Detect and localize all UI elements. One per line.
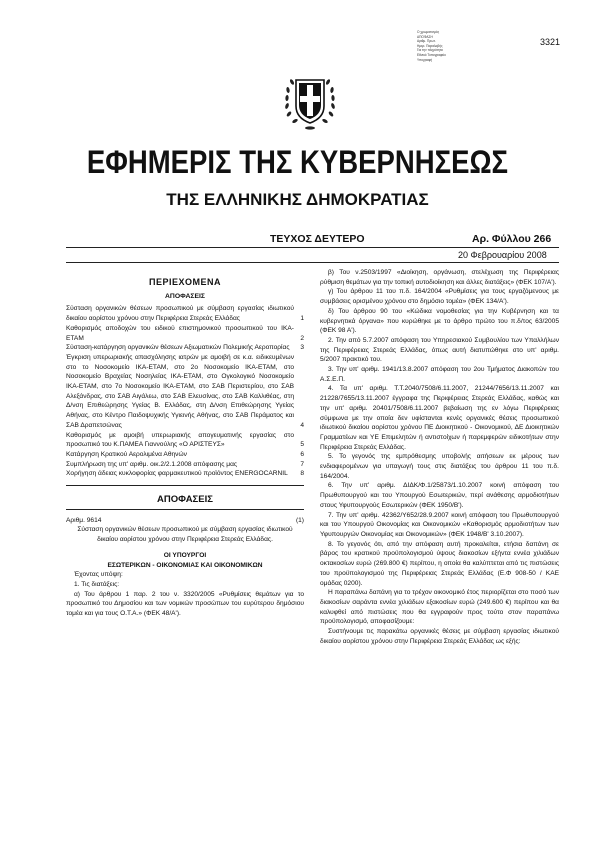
toc-entry-text: Σύσταση οργανικών θέσεων προσωπικού με σύμβαση εργασίας ιδιωτικού δικαίου αορίστου χρόνου στην Περιφέρεια Στερεάς Ελλάδας (66, 305, 294, 323)
toc-entry-page: 1 (300, 315, 304, 323)
paragraph: Συστήνουμε τις παρακάτω οργανικές θέσεις με σύμβαση εργασίας ιδιωτικού δικαίου αορίστου χρόνου στην Περιφέρεια Στερεάς Ελλάδας ως εξής: (320, 628, 559, 645)
paragraph: 6. Την υπ' αριθμ. ΔΙΔΚ/Φ.1/25873/1.10.2007 κοινή απόφαση του Πρωθυπουργού και του Υπουργού Εσωτερικών, περί ανάθεσης αρμοδιοτήτων στους Υφυπουργούς Εσωτερικών (ΦΕΚ 1950/Β'). (320, 482, 559, 509)
sheet-label: Αρ. Φύλλου (472, 233, 531, 245)
header-rule (66, 247, 559, 248)
toc-entry (66, 324, 304, 343)
decision-index: (1) (295, 516, 304, 524)
paragraph: 5. Το γεγονός της εμπρόθεσμης υποβολής αιτήσεων εκ μέρους των ενδιαφερομένων για υπαγωγή τους στις διατάξεις του άρθρου 11 του π.δ. 164/2004. (320, 453, 559, 480)
stamp-line: Ο χρωματισμός (417, 30, 440, 34)
toc-heading: ΠΕΡΙΕΧΟΜΕΝΑ (148, 277, 221, 287)
paragraph: 4. Τα υπ' αριθμ. Τ.Τ.2040/7508/6.11.2007, 21244/7656/13.11.2007 και 21228/7655/13.11.2007 έγγραφα της Περιφέρειας Στερεάς Ελλάδας, καθώς και την υπ' αριθμ. 20401/7508/6.11.2007 βεβαίωση της εν λόγω Περιφέρειας σύμφωνα με την οποία δεν υφίστανται κενές οργανικές θέσεις προσωπικού ιδιωτικού δικαίου αορίστου χρόνου ΠΕ Διοικητικού - Οικονομικού, ΔΕ Διοικητικών Γραμματέων και ΥΕ Επιμελητών ή αντιστοίχων ή παρεμφερών ειδικοτήτων στην Περιφέρεια Στερεάς Ελλάδας. (320, 385, 559, 451)
stamp-line: Για την πληρότητα (417, 48, 443, 53)
stamp-line: Υπογραφή (417, 57, 433, 62)
paragraph: Έχοντας υπόψη: (74, 571, 123, 579)
page-number: 3321 (540, 37, 561, 47)
decision-number: Αριθμ. 9614 (66, 516, 102, 524)
stamp-line: Αριθμ. Πρωτ. (417, 39, 436, 44)
toc-entry-text: Κατάργηση Κρατικού Αερολιμένα Αθηνών (66, 450, 187, 458)
toc-divider (66, 485, 304, 486)
paragraph: α) Του άρθρου 1 παρ. 2 του ν. 3320/2005 «Ρυθμίσεις θεμάτων για το προσωπικό του Δημοσίου και των νομικών προσώπων του ευρύτερου δημόσιου τομέα και για τους Ο.Τ.Α.» (ΦΕΚ 48/Α'). (66, 590, 304, 618)
greek-coat-of-arms-emblem (281, 68, 339, 132)
paragraph: γ) Του άρθρου 11 του π.δ. 164/2004 «Ρυθμίσεις για τους εργαζόμενους με συμβάσεις ορισμένου χρόνου στο δημόσιο τομέα» (ΦΕΚ 134/Α'). (320, 288, 559, 306)
paragraph: β) Του ν.2503/1997 «Διοίκηση, οργάνωση, στελέχωση της Περιφέρειας ρύθμιση θεμάτων για την τοπική αυτοδιοίκηση και άλλες διατάξεις» (ΦΕΚ 107/Α'). (320, 269, 559, 286)
toc-entry (66, 304, 304, 323)
paragraph: 8. Το γεγονός ότι, από την απόφαση αυτή προκαλείται, ετήσια δαπάνη σε βάρος του κρατικού προϋπολογισμού ύψους διακοσίων εξήντα εννέα χιλιάδων οκτακοσίων ευρώ (269.800 €) περίπου, η οποία θα καλύπτεται από τις πιστώσεις του προϋπολογισμού της Περιφέρειας Στερεάς Ελλάδας (Ε.Φ 908-50 / ΚΑΕ ομάδας 0200). (320, 540, 559, 587)
toc-entry-page: 4 (300, 421, 304, 429)
section-heading: ΑΠΟΦΑΣΕΙΣ (157, 494, 213, 506)
date-rule (66, 262, 559, 263)
toc-entry-page: 3 (300, 344, 304, 352)
issue-label: ΤΕΥΧΟΣ ΔΕΥΤΕΡΟ (270, 233, 365, 245)
paragraph: 3. Την υπ' αριθμ. 1941/13.8.2007 απόφαση του 2ου Τμήματος Διακοπών του Α.Σ.Ε.Π. (320, 366, 559, 383)
ministries-heading: ΕΣΩΤΕΡΙΚΩΝ - ΟΙΚΟΝΟΜΙΑΣ ΚΑΙ ΟΙΚΟΝΟΜΙΚΩΝ (107, 561, 263, 569)
toc-entry (66, 353, 304, 431)
toc-entry (66, 431, 304, 450)
paragraph: Η παραπάνω δαπάνη για το τρέχον οικονομικό έτος περιορίζεται στο ποσό των διακοσίων σαράντα εννέα χιλιάδων εξακοσίων ευρώ (249.600 €) περίπου και θα καλυφθεί από πιστώσεις που θα εγγραφούν προς τούτο στον παραπάνω προϋπολογισμό, αποφασίζουμε: (320, 589, 559, 626)
toc-entry-page: 6 (300, 450, 304, 458)
toc-entry-page: 5 (300, 441, 304, 449)
stamp-line: Εθνικό Τυπογραφείο (417, 52, 446, 57)
right-column (320, 268, 559, 646)
stamp-line: ΑΠΟΦΑΣΗ (417, 34, 433, 39)
gazette-title: ΕΦΗΜΕΡΙΣ ΤΗΣ ΚΥΒΕΡΝΗΣΕΩΣ (86, 144, 509, 180)
toc-entry-text: Σύσταση-κατάργηση οργανικών θέσεων Αξιωματικών Πολεμικής Αεροπορίας (66, 344, 290, 352)
sheet-value: 266 (533, 233, 552, 245)
decision-title: Σύσταση οργανικών θέσεων προσωπικού με σύμβαση εργασίας ιδιωτικού δικαίου αορίστου χρόνου στην Περιφέρεια Στερεάς Ελλάδας. (77, 526, 293, 544)
toc-entry (66, 460, 304, 470)
paragraph: 2. Την από 5.7.2007 απόφαση του Υπηρεσιακού Συμβουλίου των Υπαλλήλων της Περιφέρειας Στερεάς Ελλάδας, όπως αυτή διατυπώθηκε στο υπ' αριθμ. 5/2007 πρακτικό του. (320, 336, 559, 364)
decision-number-row (66, 516, 304, 526)
toc-entry-text: Έγκριση υπερωριακής απασχόλησης ιατρών με αμοιβή σε κ.α. ειδικευμένων στο το Νοσοκομείο ΙΚΑ-ΕΤΑΜ, στο 2ο Νοσοκομείο ΙΚΑ-ΕΤΑΜ, στο Νοσοκομείο Βραχείας Νοσηλείας ΙΚΑ-ΕΤΑΜ, στο Ογκολογικό Νοσοκομείο ΙΚΑ-ΕΤΑΜ, στο 7ο Νοσοκομείο ΙΚΑ-ΕΤΑΜ, στο ΣΑΒ Περιστερίου, στο ΣΑΒ Αλεξάνδρας, στο ΣΑΒ Αιγάλεω, στο ΣΑΒ Ελευσίνας, στο ΣΑΒ Καλλιθέας, στη Δ/νση Επιθεώρησης Υγείας Β. Ελλάδας, στη Δ/νση Επιθεώρησης Υγείας Αθήνας, στο Κέντρο Παιδοψυχικής Υγιεινής Αθήνας, στο ΣΑΒ Περάματος και ΣΑΒ Δραπετσώνας (66, 353, 294, 429)
toc-entry-text: Καθορισμός αποδοχών του ειδικού επιστημονικού προσωπικού του ΙΚΑ-ΕΤΑΜ (66, 324, 294, 342)
toc-subheading: ΑΠΟΦΑΣΕΙΣ (165, 292, 205, 300)
toc-entry (66, 450, 304, 460)
paragraph: 7. Την υπ' αριθμ. 42362/Υ652/28.9.2007 κοινή απόφαση του Πρωθυπουργού και του Υπουργού Οικονομίας και Οικονομικών «Καθορισμός αρμοδιοτήτων των Υφυπουργών Οικονομίας και Οικονομικών» (ΦΕΚ 1948/Β' 3.10.2007). (320, 511, 559, 538)
ministers-heading: ΟΙ ΥΠΟΥΡΓΟΙ (163, 551, 207, 559)
paragraph: δ) Του άρθρου 90 του «Κώδικα νομοθεσίας για την Κυβέρνηση και τα κυβερνητικά όργανα» που κυρώθηκε με το άρθρο πρώτο του π.δ/τος 63/2005 (ΦΕΚ 98 Α'). (320, 307, 559, 335)
sheet-number (472, 233, 551, 245)
toc-entry-text: Καθορισμός με αμοιβή υπερωριακής απογευματινής εργασίας στο προσωπικό του Κ.ΠΑΜΕΑ Γιαννούλης «Ο ΑΡΙΣΤΕΥΣ» (66, 431, 294, 449)
paragraph: 1. Τις διατάξεις: (74, 580, 120, 588)
toc-entry-page: 8 (300, 470, 304, 478)
toc-entry (66, 469, 304, 479)
toc-entry-page: 7 (300, 460, 304, 468)
gazette-subtitle: ΤΗΣ ΕΛΛΗΝΙΚΗΣ ΔΗΜΟΚΡΑΤΙΑΣ (166, 190, 429, 209)
stamp-line: Ημερ. Παραλαβής (417, 43, 443, 48)
left-column (66, 270, 304, 619)
issue-date: 20 Φεβρουαρίου 2008 (458, 250, 547, 260)
toc-entry-page: 2 (300, 334, 304, 342)
toc-entry-text: Συμπλήρωση της υπ' αριθμ. οικ.2/2.1.2008 απόφασης μας (66, 460, 238, 468)
receipt-stamp (417, 30, 487, 62)
toc-entry (66, 343, 304, 353)
toc-entry-text: Χορήγηση άδειας κυκλοφορίας φαρμακευτικού προϊόντος ENERGOCARNIL (66, 470, 288, 478)
section-divider (66, 509, 304, 510)
